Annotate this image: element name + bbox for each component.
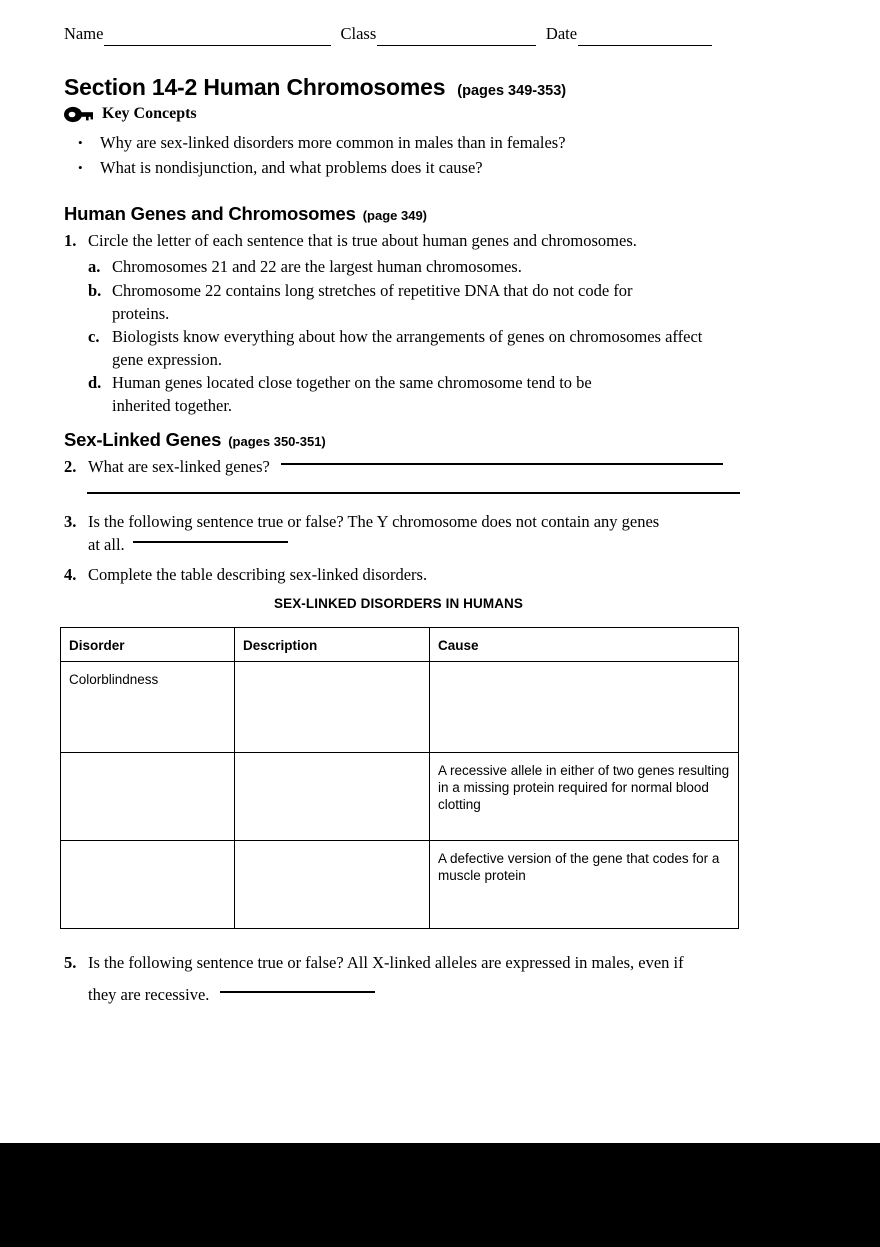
choice-text: Chromosomes 21 and 22 are the largest human chromosomes. — [112, 257, 522, 276]
subsection-heading-human-genes — [64, 203, 427, 225]
answer-line-3[interactable] — [133, 541, 288, 543]
bottom-black-band — [0, 1143, 880, 1247]
bullet-marker: • — [78, 135, 83, 150]
cell-cause[interactable]: A defective version of the gene that codes for a muscle protein — [430, 841, 739, 929]
subsection-pages: (page 349) — [362, 208, 428, 223]
question-1 — [64, 229, 724, 253]
choice-c[interactable] — [88, 325, 708, 371]
section-pages: (pages 349-353) — [457, 83, 567, 99]
date-label: Date — [545, 24, 578, 43]
choice-letter: c. — [88, 327, 100, 346]
answer-line-5[interactable] — [220, 991, 375, 993]
class-label: Class — [340, 24, 377, 43]
question-number: 3. — [64, 512, 77, 531]
question-text: Circle the letter of each sentence that is true about human genes and chromosomes. — [88, 231, 637, 250]
section-number: Section 14-2 — [64, 74, 198, 100]
student-info-line — [64, 26, 712, 50]
key-icon — [64, 106, 94, 123]
question-text-line-1: Is the following sentence true or false? The Y chromosome does not contain any genes — [88, 512, 660, 531]
question-text-line-2: they are recessive. — [88, 985, 210, 1004]
table-row — [61, 662, 739, 753]
choice-letter: a. — [88, 257, 101, 276]
question-5-continuation — [88, 983, 748, 1007]
question-text-line-2: at all. — [88, 535, 125, 554]
question-number: 2. — [64, 457, 77, 476]
cell-disorder[interactable]: Colorblindness — [61, 662, 235, 753]
subsection-heading-sex-linked — [64, 429, 326, 451]
choice-a[interactable] — [88, 255, 728, 278]
subsection-title: Human Genes and Chromosomes — [64, 203, 356, 224]
question-4 — [64, 563, 724, 587]
cell-description[interactable] — [235, 841, 430, 929]
question-3 — [64, 510, 724, 534]
cell-cause[interactable]: A recessive allele in either of two genes resulting in a missing protein required for normal blood clotting — [430, 753, 739, 841]
list-item — [78, 130, 718, 155]
choice-d[interactable] — [88, 371, 648, 417]
table-caption: SEX-LINKED DISORDERS IN HUMANS — [273, 596, 524, 611]
cell-description[interactable] — [235, 662, 430, 753]
key-concept-text: What is nondisjunction, and what problems does it cause? — [100, 158, 483, 177]
answer-line-2a[interactable] — [281, 463, 723, 465]
cell-disorder[interactable] — [61, 841, 235, 929]
name-label: Name — [64, 24, 104, 43]
subsection-title: Sex-Linked Genes — [64, 429, 222, 450]
question-number: 1. — [64, 231, 77, 250]
bullet-marker: • — [78, 160, 83, 175]
choice-text: Human genes located close together on the same chromosome tend to be inherited together. — [112, 373, 592, 415]
table-row — [61, 753, 739, 841]
column-header-description: Description — [235, 628, 430, 662]
choice-letter: d. — [88, 373, 102, 392]
question-5 — [64, 951, 744, 975]
subsection-pages: (pages 350-351) — [228, 434, 326, 449]
cell-disorder[interactable] — [61, 753, 235, 841]
column-header-disorder: Disorder — [61, 628, 235, 662]
date-write-line[interactable] — [578, 45, 712, 46]
key-concepts-label: Key Concepts — [102, 105, 197, 122]
choice-text: Biologists know everything about how the arrangements of genes on chromosomes affect gene expression. — [112, 327, 703, 369]
key-concepts-list — [78, 130, 718, 180]
list-item — [78, 155, 718, 180]
question-number: 5. — [64, 953, 77, 972]
section-heading: Human Chromosomes — [203, 74, 446, 100]
question-3-continuation — [88, 533, 748, 557]
question-text-line-1: Is the following sentence true or false? All X-linked alleles are expressed in males, even if — [88, 953, 684, 972]
key-concept-text: Why are sex-linked disorders more common in males than in females? — [100, 133, 566, 152]
key-concepts-header — [64, 105, 197, 123]
cell-description[interactable] — [235, 753, 430, 841]
choice-letter: b. — [88, 281, 102, 300]
table-row — [61, 841, 739, 929]
cell-cause[interactable] — [430, 662, 739, 753]
name-write-line[interactable] — [104, 45, 330, 46]
question-text: What are sex-linked genes? — [88, 457, 270, 476]
question-number: 4. — [64, 565, 77, 584]
page-title — [64, 74, 566, 101]
column-header-cause: Cause — [430, 628, 739, 662]
table-header-row — [61, 628, 739, 662]
choice-text: Chromosome 22 contains long stretches of repetitive DNA that do not code for proteins. — [112, 281, 633, 323]
answer-line-2b[interactable] — [87, 492, 740, 494]
question-text: Complete the table describing sex-linked disorders. — [88, 565, 428, 584]
choice-b[interactable] — [88, 279, 658, 325]
sex-linked-disorders-table — [60, 627, 739, 929]
class-write-line[interactable] — [377, 45, 536, 46]
question-2 — [64, 455, 724, 479]
